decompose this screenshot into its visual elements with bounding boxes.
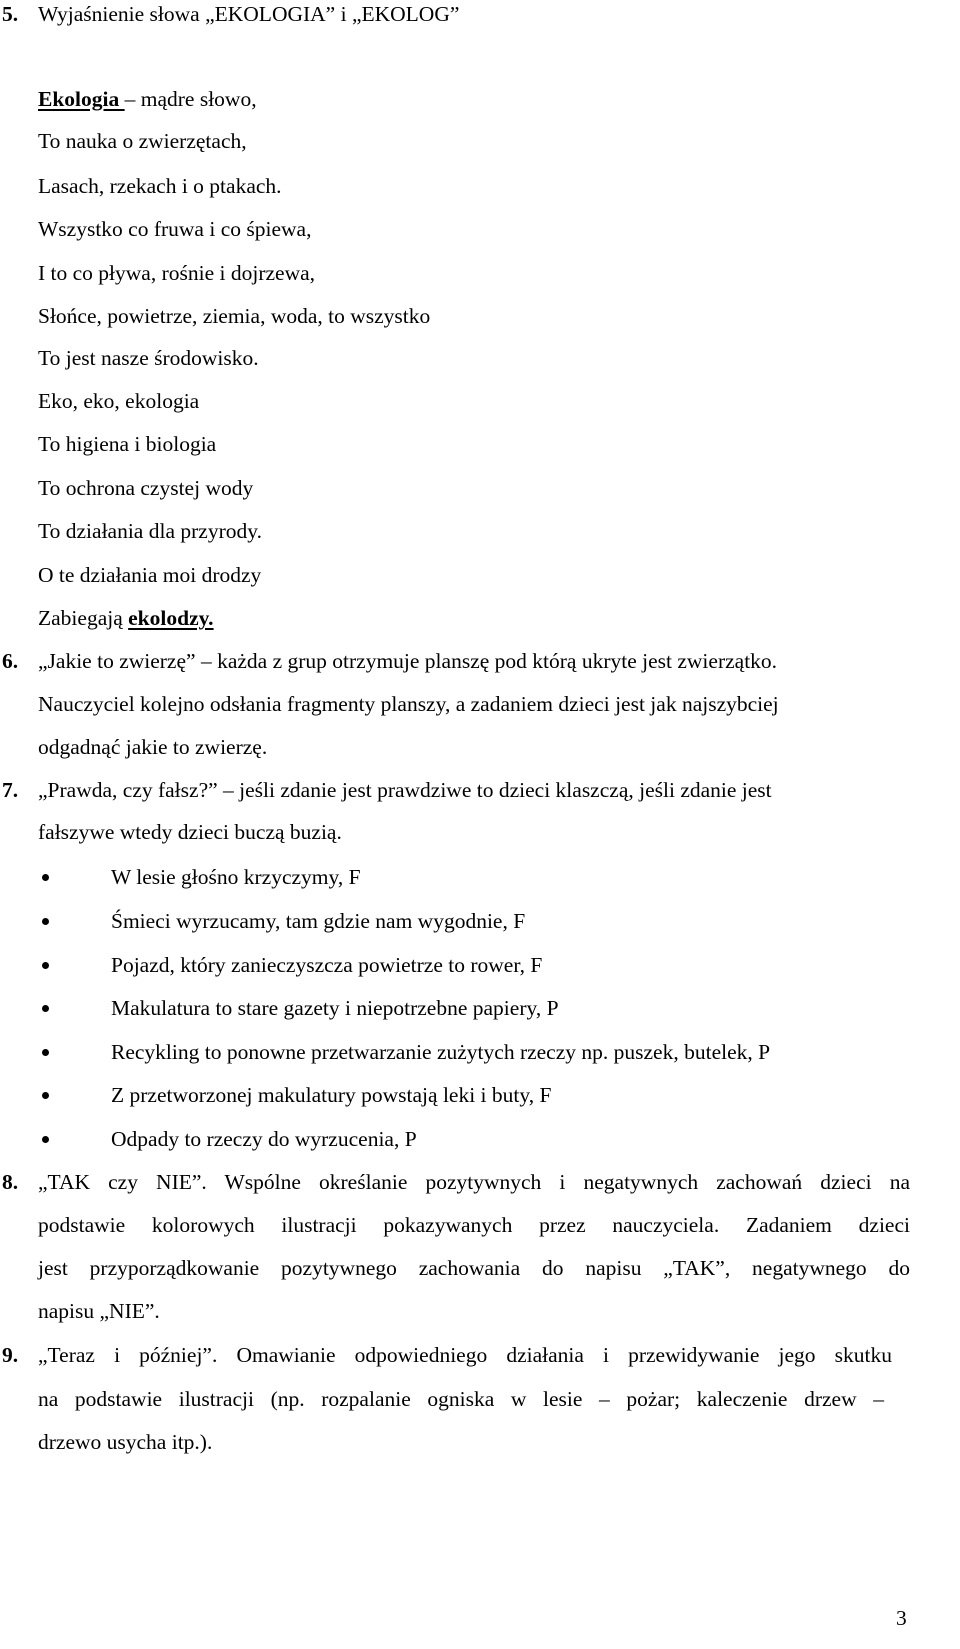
section-8-line-2: podstawie kolorowych ilustracji pokazywanych przez nauczyciela. Zadaniem dzieci xyxy=(38,1213,910,1237)
bullet-item: Recykling to ponowne przetwarzanie zużytych rzeczy np. puszek, butelek, P xyxy=(111,1040,771,1064)
poem-line: Wszystko co fruwa i co śpiewa, xyxy=(38,217,312,241)
bullet-icon xyxy=(42,962,49,969)
poem-line: O te działania moi drodzy xyxy=(38,563,262,587)
poem-line: Słońce, powietrze, ziemia, woda, to wszystko xyxy=(38,304,431,328)
section-9-number: 9. xyxy=(2,1343,19,1367)
page-number: 3 xyxy=(896,1606,907,1630)
poem-title: Ekologia xyxy=(38,87,125,111)
section-8-line-3: jest przyporządkowanie pozytywnego zachowania do napisu „TAK”, negatywnego do xyxy=(38,1256,910,1280)
poem-line: I to co pływa, rośnie i dojrzewa, xyxy=(38,261,316,285)
poem-last-line xyxy=(38,608,214,630)
section-6-line-3: odgadnąć jakie to zwierzę. xyxy=(38,735,268,759)
section-5-number: 5. xyxy=(2,2,19,26)
poem-line: To nauka o zwierzętach, xyxy=(38,129,247,153)
section-9-line-3: drzewo usycha itp.). xyxy=(38,1430,213,1454)
poem-line: To higiena i biologia xyxy=(38,432,217,456)
section-9-line-2: na podstawie ilustracji (np. rozpalanie ogniska w lesie – pożar; kaleczenie drzew – xyxy=(38,1387,884,1411)
section-7-number: 7. xyxy=(2,778,19,802)
bullet-icon xyxy=(42,1049,49,1056)
poem-line: To działania dla przyrody. xyxy=(38,519,262,543)
poem-line: To ochrona czystej wody xyxy=(38,476,254,500)
bullet-item: Z przetworzonej makulatury powstają leki i buty, F xyxy=(111,1083,552,1107)
section-8-number: 8. xyxy=(2,1170,19,1194)
section-6-number: 6. xyxy=(2,649,19,673)
bullet-icon xyxy=(42,1005,49,1012)
bullet-item: Odpady to rzeczy do wyrzucenia, P xyxy=(111,1127,417,1151)
bullet-icon xyxy=(42,1136,49,1143)
bullet-item: Śmieci wyrzucamy, tam gdzie nam wygodnie, F xyxy=(111,909,526,933)
poem-last-bold: ekolodzy. xyxy=(128,606,214,630)
bullet-item: W lesie głośno krzyczymy, F xyxy=(111,865,361,889)
section-8-line-4: napisu „NIE”. xyxy=(38,1299,160,1323)
section-9-line-1: „Teraz i później”. Omawianie odpowiedniego działania i przewidywanie jego skutku xyxy=(38,1343,892,1367)
section-5-title: Wyjaśnienie słowa „EKOLOGIA” i „EKOLOG” xyxy=(38,2,460,26)
section-7-line-2: fałszywe wtedy dzieci buczą buzią. xyxy=(38,820,342,844)
poem-line: Eko, eko, ekologia xyxy=(38,389,200,413)
bullet-item: Pojazd, który zanieczyszcza powietrze to rower, F xyxy=(111,953,543,977)
bullet-icon xyxy=(42,1092,49,1099)
section-8-line-1: „TAK czy NIE”. Wspólne określanie pozytywnych i negatywnych zachowań dzieci na xyxy=(38,1170,910,1194)
bullet-icon xyxy=(42,918,49,925)
section-7-line-1: „Prawda, czy fałsz?” – jeśli zdanie jest prawdziwe to dzieci klaszczą, jeśli zdanie jest xyxy=(38,778,772,802)
poem-line-1 xyxy=(38,89,257,111)
section-6-line-1: „Jakie to zwierzę” – każda z grup otrzymuje planszę pod którą ukryte jest zwierzątko. xyxy=(38,649,778,673)
bullet-item: Makulatura to stare gazety i niepotrzebne papiery, P xyxy=(111,996,559,1020)
bullet-icon xyxy=(42,874,49,881)
poem-line: Lasach, rzekach i o ptakach. xyxy=(38,174,282,198)
poem-first-rest: – mądre słowo, xyxy=(124,87,257,111)
section-6-line-2: Nauczyciel kolejno odsłania fragmenty planszy, a zadaniem dzieci jest jak najszybciej xyxy=(38,692,779,716)
poem-last-prefix: Zabiegają xyxy=(38,606,129,630)
poem-line: To jest nasze środowisko. xyxy=(38,346,259,370)
